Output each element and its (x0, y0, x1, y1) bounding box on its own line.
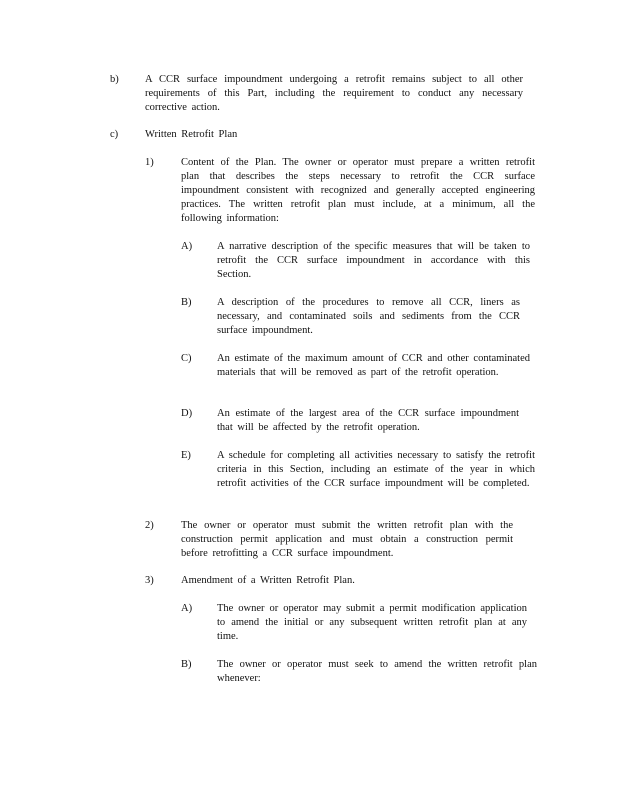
subparagraph-3a-text: The owner or operator may submit a permit modification application to amend the initial or any subsequent written retrofit plan at any time. (217, 603, 527, 642)
section-c-title: Written Retrofit Plan (145, 129, 238, 140)
subparagraph-3b-text: The owner or operator must seek to amend the written retrofit plan whenever: (217, 659, 537, 684)
paragraph-2 (0, 519, 618, 563)
subparagraph-1c (0, 352, 618, 396)
subparagraph-1e (0, 449, 618, 507)
paragraph-2-label: 2) (145, 520, 154, 531)
subparagraph-3b (0, 658, 618, 688)
section-c-label: c) (110, 129, 119, 140)
subparagraph-1e-label: E) (181, 450, 191, 461)
subparagraph-1b-text: A description of the procedures to remove all CCR, liners as necessary, and contaminated soils and sediments from the CCR surface impoundment. (217, 297, 520, 336)
paragraph-3-text: Amendment of a Written Retrofit Plan. (181, 575, 355, 586)
section-b-text: A CCR surface impoundment undergoing a retrofit remains subject to all other requirements of this Part, including the requirement to conduct any necessary corrective action. (145, 74, 523, 113)
subparagraph-1c-text: An estimate of the maximum amount of CCR and other contaminated materials that will be removed as part of the retrofit operation. (217, 353, 530, 378)
paragraph-3 (0, 574, 618, 590)
subparagraph-1d-label: D) (181, 408, 193, 419)
subparagraph-1d-text: An estimate of the largest area of the CCR surface impoundment that will be affected by the retrofit operation. (217, 408, 519, 433)
section-b (0, 73, 618, 117)
subparagraph-3a-label: A) (181, 603, 193, 614)
subparagraph-1b-label: B) (181, 297, 192, 308)
paragraph-1 (0, 156, 618, 228)
subparagraph-3a (0, 602, 618, 646)
subparagraph-1a-label: A) (181, 241, 193, 252)
subparagraph-3b-label: B) (181, 659, 192, 670)
subparagraph-1a-text: A narrative description of the specific measures that will be taken to retrofit the CCR surface impoundment in accordance with this Section. (217, 241, 530, 280)
section-c (0, 128, 618, 144)
section-b-label: b) (110, 74, 119, 85)
paragraph-2-text: The owner or operator must submit the written retrofit plan with the construction permit application and must obtain a construction permit before retrofitting a CCR surface impoundment. (181, 520, 513, 559)
paragraph-1-label: 1) (145, 157, 154, 168)
subparagraph-1e-text: A schedule for completing all activities necessary to satisfy the retrofit criteria in this Section, including an estimate of the year in which retrofit activities of the CCR surface impoundment will be completed. (217, 450, 535, 489)
subparagraph-1a (0, 240, 618, 284)
subparagraph-1c-label: C) (181, 353, 192, 364)
paragraph-1-text: Content of the Plan. The owner or operator must prepare a written retrofit plan that describes the steps necessary to retrofit the CCR surface impoundment consistent with recognized and generally accepted engineering practices. The written retrofit plan must include, at a minimum, all the following information: (181, 157, 535, 224)
paragraph-3-label: 3) (145, 575, 154, 586)
subparagraph-1b (0, 296, 618, 340)
subparagraph-1d (0, 407, 618, 437)
